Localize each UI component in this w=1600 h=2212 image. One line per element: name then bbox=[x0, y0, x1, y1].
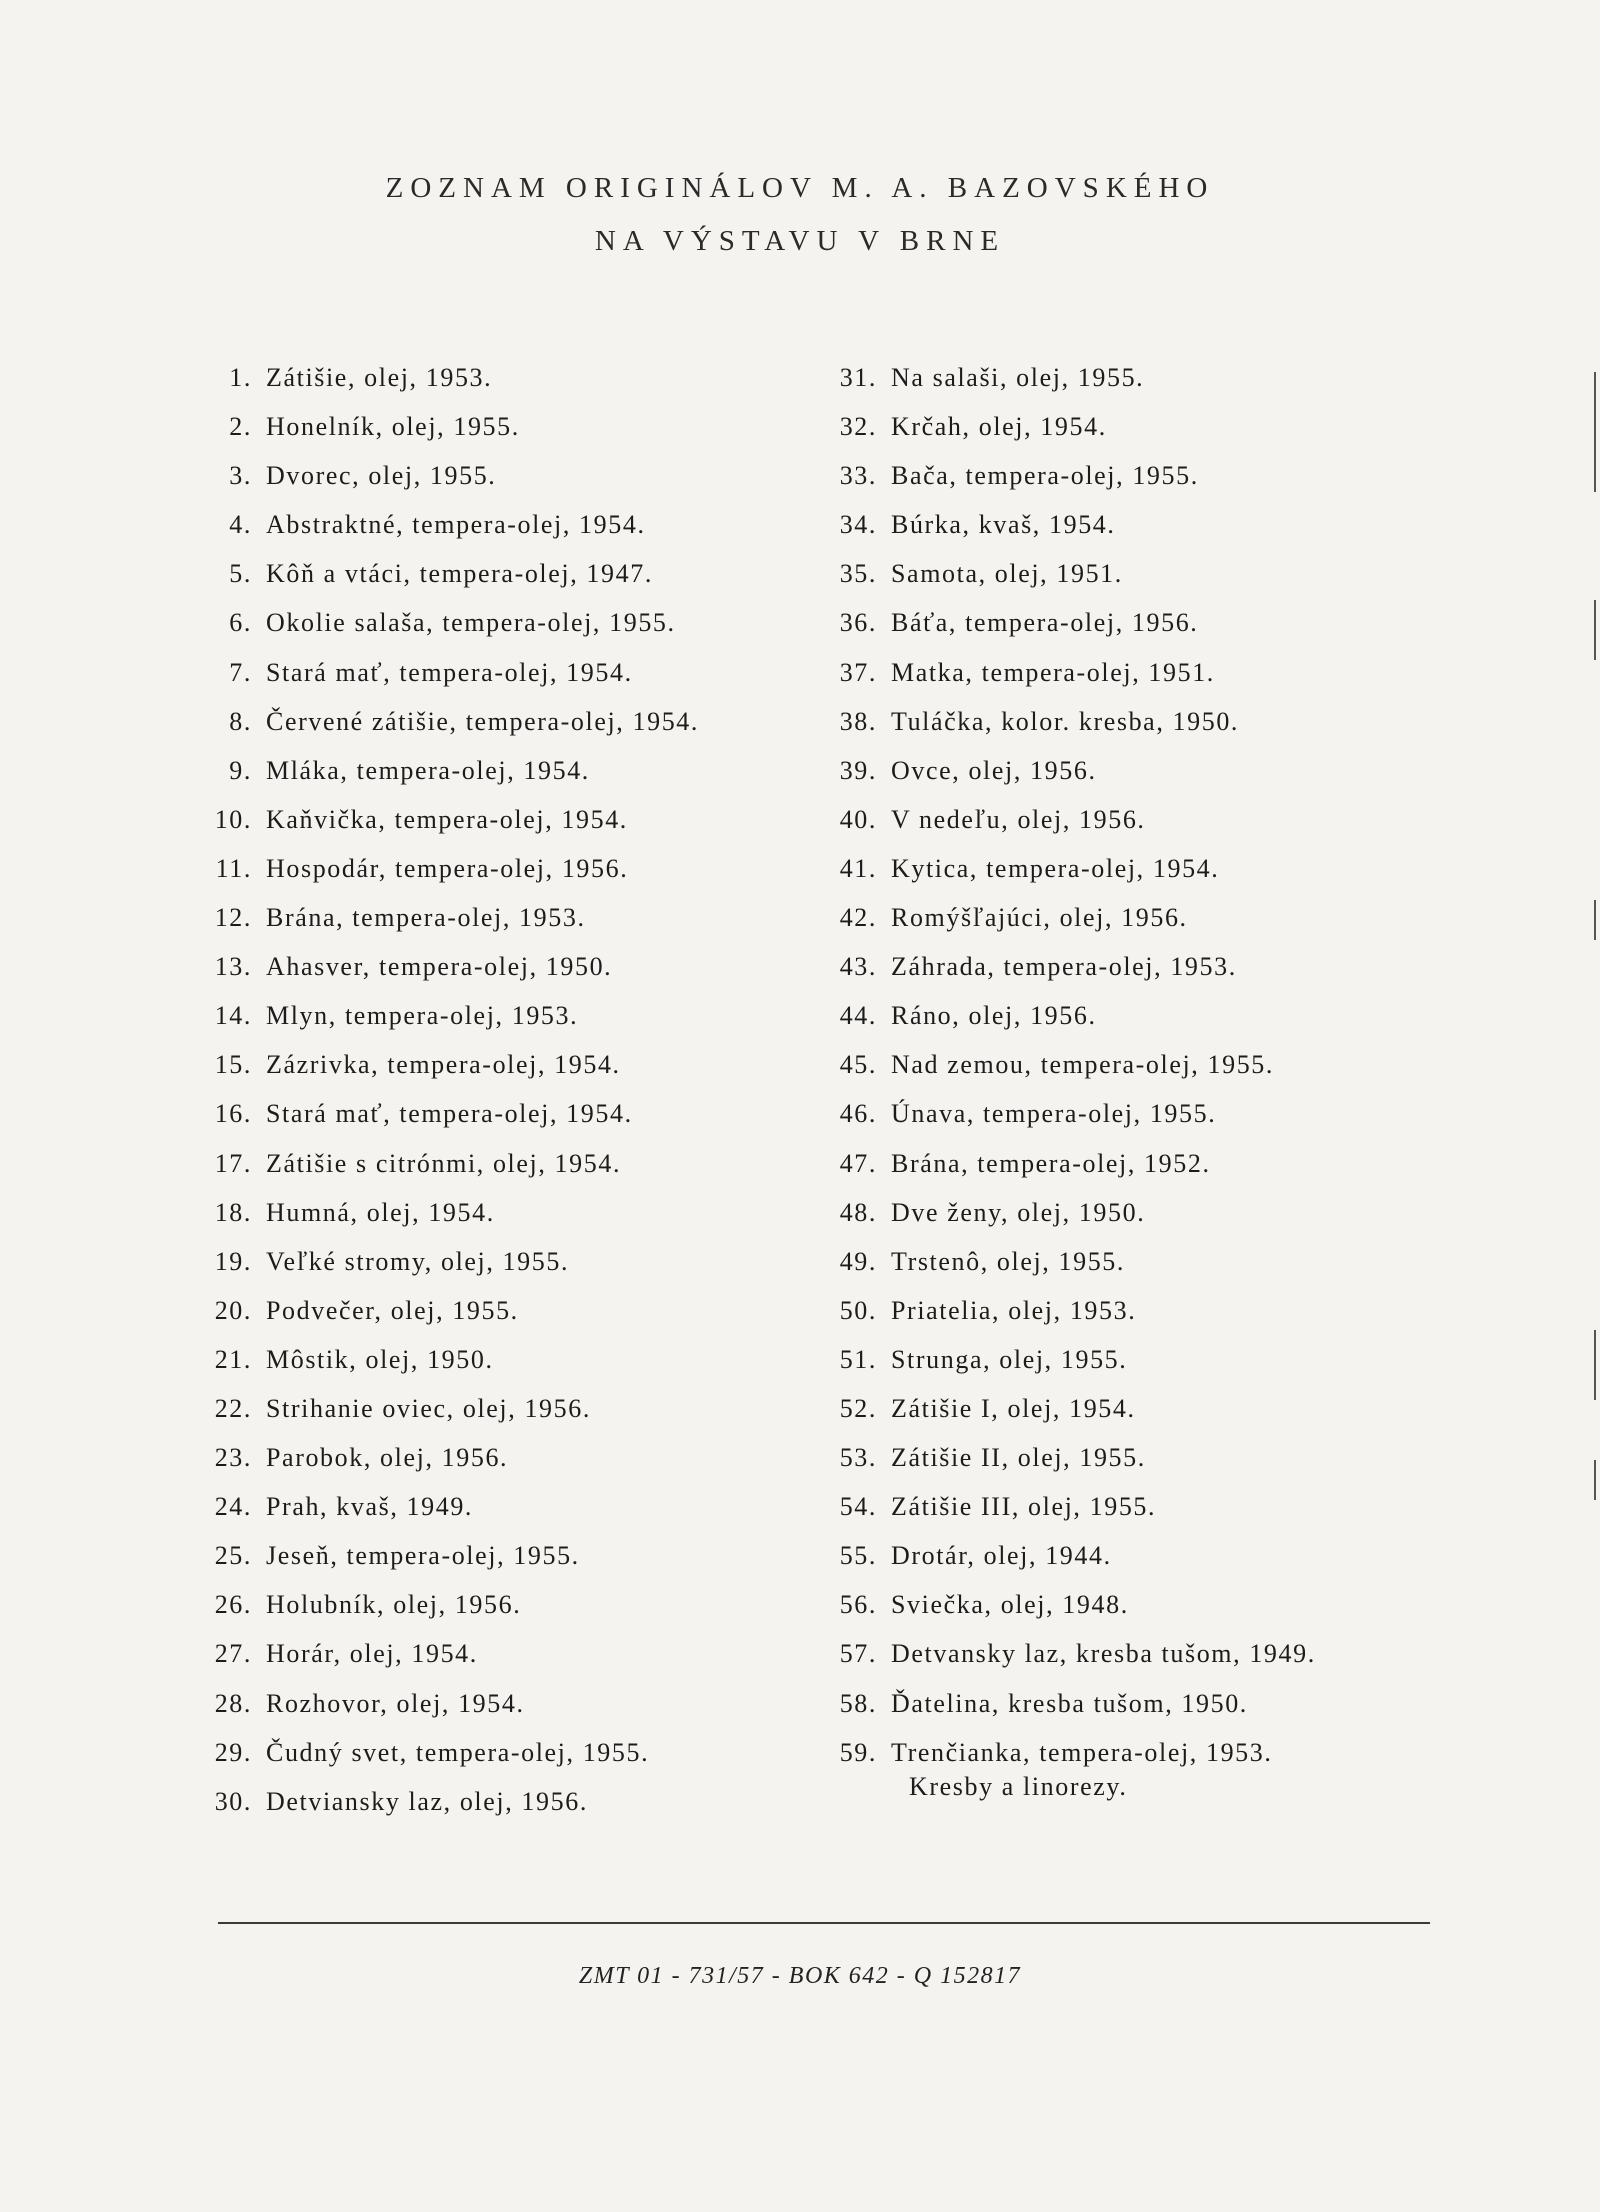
item-number: 42. bbox=[839, 903, 877, 933]
scan-edge-mark bbox=[1594, 372, 1596, 492]
item-text: Krčah, olej, 1954. bbox=[891, 412, 1107, 442]
list-item bbox=[200, 849, 840, 898]
list-item bbox=[835, 456, 1455, 505]
item-number: 20. bbox=[214, 1295, 252, 1325]
item-number: 55. bbox=[839, 1541, 877, 1571]
item-number: 50. bbox=[839, 1295, 877, 1325]
item-text: Horár, olej, 1954. bbox=[266, 1639, 478, 1669]
scan-edge-mark bbox=[1594, 600, 1596, 660]
item-number: 22. bbox=[214, 1393, 252, 1423]
list-item bbox=[835, 1193, 1455, 1242]
item-text: Bača, tempera-olej, 1955. bbox=[891, 461, 1199, 491]
list-item bbox=[835, 1242, 1455, 1291]
item-text: Zátišie III, olej, 1955. bbox=[891, 1492, 1157, 1522]
works-list-left-column bbox=[200, 358, 840, 1831]
list-item bbox=[200, 1144, 840, 1193]
list-item bbox=[835, 1389, 1455, 1438]
item-number: 47. bbox=[839, 1148, 877, 1178]
list-item bbox=[200, 1733, 840, 1782]
item-text: Kaňvička, tempera-olej, 1954. bbox=[266, 804, 628, 834]
item-text: Ovce, olej, 1956. bbox=[891, 755, 1097, 785]
scan-edge-mark bbox=[1594, 1460, 1596, 1500]
list-item bbox=[835, 1094, 1455, 1143]
item-text: Honelník, olej, 1955. bbox=[266, 412, 520, 442]
item-number: 31. bbox=[839, 363, 877, 392]
item-text: Parobok, olej, 1956. bbox=[266, 1443, 509, 1473]
list-item bbox=[835, 1585, 1455, 1634]
list-item bbox=[200, 1389, 840, 1438]
item-number: 57. bbox=[839, 1639, 877, 1669]
list-item bbox=[200, 1487, 840, 1536]
item-number: 11. bbox=[215, 853, 252, 883]
item-text: Strunga, olej, 1955. bbox=[891, 1344, 1128, 1374]
list-item bbox=[835, 1438, 1455, 1487]
item-text: Rozhovor, olej, 1954. bbox=[266, 1688, 525, 1718]
list-item bbox=[200, 1045, 840, 1094]
item-text: Ahasver, tempera-olej, 1950. bbox=[266, 952, 613, 982]
item-text: Červené zátišie, tempera-olej, 1954. bbox=[266, 706, 700, 736]
item-text: Trstenô, olej, 1955. bbox=[891, 1246, 1125, 1276]
item-number: 32. bbox=[839, 412, 877, 442]
item-number: 27. bbox=[214, 1639, 252, 1669]
list-item bbox=[200, 1193, 840, 1242]
item-text: Dvorec, olej, 1955. bbox=[266, 461, 497, 491]
item-number: 15. bbox=[214, 1050, 252, 1080]
item-number: 59. bbox=[839, 1737, 877, 1767]
list-item bbox=[200, 1291, 840, 1340]
list-item bbox=[835, 800, 1455, 849]
scan-edge-mark bbox=[1594, 1330, 1596, 1400]
item-text: Drotár, olej, 1944. bbox=[891, 1541, 1112, 1571]
works-list-right-column bbox=[835, 358, 1455, 1782]
item-number: 54. bbox=[839, 1492, 877, 1522]
item-text: Nad zemou, tempera-olej, 1955. bbox=[891, 1050, 1274, 1080]
list-item bbox=[835, 947, 1455, 996]
item-text: Stará mať, tempera-olej, 1954. bbox=[266, 657, 633, 687]
item-number: 13. bbox=[214, 952, 252, 982]
item-text: V nedeľu, olej, 1956. bbox=[891, 804, 1146, 834]
page-title-line-2: NA VÝSTAVU V BRNE bbox=[594, 225, 1006, 257]
list-item bbox=[200, 456, 840, 505]
item-text: Samota, olej, 1951. bbox=[891, 559, 1123, 589]
item-number: 38. bbox=[839, 706, 877, 736]
footer-divider bbox=[218, 1922, 1430, 1924]
list-item bbox=[835, 1144, 1455, 1193]
item-text: Zázrivka, tempera-olej, 1954. bbox=[266, 1050, 621, 1080]
item-text: Strihanie oviec, olej, 1956. bbox=[266, 1393, 591, 1423]
item-text: Jeseň, tempera-olej, 1955. bbox=[266, 1541, 580, 1571]
list-item bbox=[200, 1684, 840, 1733]
list-item bbox=[200, 505, 840, 554]
item-number: 41. bbox=[839, 853, 877, 883]
item-number: 1. bbox=[229, 363, 252, 392]
item-text: Čudný svet, tempera-olej, 1955. bbox=[266, 1737, 650, 1767]
item-number: 56. bbox=[839, 1590, 877, 1620]
list-item bbox=[835, 603, 1455, 652]
list-item bbox=[200, 1585, 840, 1634]
drawings-note: Kresby a linorezy. bbox=[909, 1772, 1128, 1801]
list-item bbox=[200, 898, 840, 947]
item-text: Matka, tempera-olej, 1951. bbox=[891, 657, 1215, 687]
item-text: Romýšľajúci, olej, 1956. bbox=[891, 903, 1188, 933]
item-text: Únava, tempera-olej, 1955. bbox=[891, 1099, 1217, 1129]
item-number: 45. bbox=[839, 1050, 877, 1080]
item-text: Kôň a vtáci, tempera-olej, 1947. bbox=[266, 559, 653, 589]
item-number: 26. bbox=[214, 1590, 252, 1620]
list-item bbox=[835, 1634, 1455, 1683]
item-text: Ďatelina, kresba tušom, 1950. bbox=[891, 1688, 1248, 1718]
item-number: 25. bbox=[214, 1541, 252, 1571]
item-number: 34. bbox=[839, 510, 877, 540]
list-item bbox=[835, 653, 1455, 702]
item-number: 30. bbox=[214, 1786, 252, 1816]
page-title-line-1: ZOZNAM ORIGINÁLOV M. A. BAZOVSKÉHO bbox=[385, 172, 1215, 204]
item-text: Búrka, kvaš, 1954. bbox=[891, 510, 1116, 540]
item-number: 40. bbox=[839, 804, 877, 834]
item-text: Priatelia, olej, 1953. bbox=[891, 1295, 1137, 1325]
item-text: Báťa, tempera-olej, 1956. bbox=[891, 608, 1199, 638]
item-text: Holubník, olej, 1956. bbox=[266, 1590, 522, 1620]
item-number: 58. bbox=[839, 1688, 877, 1718]
list-item bbox=[835, 996, 1455, 1045]
item-number: 53. bbox=[839, 1443, 877, 1473]
item-text: Zátišie II, olej, 1955. bbox=[891, 1443, 1146, 1473]
item-number: 43. bbox=[839, 952, 877, 982]
list-item bbox=[200, 1438, 840, 1487]
item-text: Tuláčka, kolor. kresba, 1950. bbox=[891, 706, 1240, 736]
item-text: Kytica, tempera-olej, 1954. bbox=[891, 853, 1220, 883]
item-number: 5. bbox=[229, 559, 252, 589]
list-item bbox=[200, 1536, 840, 1585]
item-text: Trenčianka, tempera-olej, 1953. bbox=[891, 1737, 1273, 1767]
list-item bbox=[200, 702, 840, 751]
item-number: 16. bbox=[214, 1099, 252, 1129]
item-text: Okolie salaša, tempera-olej, 1955. bbox=[266, 608, 676, 638]
item-text: Detviansky laz, olej, 1956. bbox=[266, 1786, 588, 1816]
list-item bbox=[200, 947, 840, 996]
item-text: Zátišie I, olej, 1954. bbox=[891, 1393, 1136, 1423]
list-item bbox=[200, 407, 840, 456]
item-text: Mláka, tempera-olej, 1954. bbox=[266, 755, 590, 785]
item-text: Podvečer, olej, 1955. bbox=[266, 1295, 519, 1325]
item-text: Detvansky laz, kresba tušom, 1949. bbox=[891, 1639, 1316, 1669]
list-item bbox=[835, 702, 1455, 751]
list-item bbox=[835, 358, 1455, 407]
print-code-footer: ZMT 01 - 731/57 - BOK 642 - Q 152817 bbox=[578, 1963, 1022, 1989]
item-text: Humná, olej, 1954. bbox=[266, 1197, 495, 1227]
item-number: 46. bbox=[839, 1099, 877, 1129]
item-number: 49. bbox=[839, 1246, 877, 1276]
list-item bbox=[200, 554, 840, 603]
item-number: 17. bbox=[214, 1148, 252, 1178]
item-number: 8. bbox=[229, 706, 252, 736]
item-text: Zátišie s citrónmi, olej, 1954. bbox=[266, 1148, 622, 1178]
item-number: 51. bbox=[839, 1344, 877, 1374]
item-number: 29. bbox=[214, 1737, 252, 1767]
item-number: 37. bbox=[839, 657, 877, 687]
item-number: 35. bbox=[839, 559, 877, 589]
list-item bbox=[200, 1634, 840, 1683]
list-item bbox=[200, 1094, 840, 1143]
item-number: 33. bbox=[839, 461, 877, 491]
item-text: Prah, kvaš, 1949. bbox=[266, 1492, 474, 1522]
item-number: 24. bbox=[214, 1492, 252, 1522]
list-item bbox=[835, 1291, 1455, 1340]
item-text: Zátišie, olej, 1953. bbox=[266, 363, 493, 392]
item-text: Stará mať, tempera-olej, 1954. bbox=[266, 1099, 633, 1129]
list-item bbox=[200, 800, 840, 849]
item-text: Môstik, olej, 1950. bbox=[266, 1344, 494, 1374]
item-number: 9. bbox=[229, 755, 252, 785]
item-number: 36. bbox=[839, 608, 877, 638]
list-item bbox=[835, 849, 1455, 898]
scan-edge-mark bbox=[1594, 900, 1596, 940]
item-text: Hospodár, tempera-olej, 1956. bbox=[266, 853, 629, 883]
list-item bbox=[835, 1340, 1455, 1389]
list-item bbox=[200, 1242, 840, 1291]
list-item bbox=[835, 1045, 1455, 1094]
list-item bbox=[200, 996, 840, 1045]
list-item bbox=[835, 751, 1455, 800]
item-number: 14. bbox=[214, 1001, 252, 1031]
list-item bbox=[200, 1782, 840, 1831]
item-number: 39. bbox=[839, 755, 877, 785]
item-text: Dve ženy, olej, 1950. bbox=[891, 1197, 1146, 1227]
list-item bbox=[835, 1487, 1455, 1536]
list-item bbox=[835, 898, 1455, 947]
list-item bbox=[200, 603, 840, 652]
item-text: Ráno, olej, 1956. bbox=[891, 1001, 1097, 1031]
item-number: 23. bbox=[214, 1443, 252, 1473]
item-number: 2. bbox=[229, 412, 252, 442]
item-text: Sviečka, olej, 1948. bbox=[891, 1590, 1129, 1620]
item-number: 3. bbox=[229, 461, 252, 491]
list-item bbox=[200, 751, 840, 800]
list-item bbox=[835, 407, 1455, 456]
item-number: 6. bbox=[229, 608, 252, 638]
list-item bbox=[835, 1536, 1455, 1585]
list-item bbox=[835, 505, 1455, 554]
item-text: Brána, tempera-olej, 1952. bbox=[891, 1148, 1211, 1178]
item-number: 7. bbox=[229, 657, 252, 687]
list-item bbox=[200, 653, 840, 702]
item-number: 21. bbox=[214, 1344, 252, 1374]
item-text: Veľké stromy, olej, 1955. bbox=[266, 1246, 570, 1276]
list-item bbox=[200, 1340, 840, 1389]
list-item bbox=[835, 1684, 1455, 1733]
item-number: 48. bbox=[839, 1197, 877, 1227]
item-text: Záhrada, tempera-olej, 1953. bbox=[891, 952, 1237, 982]
item-text: Brána, tempera-olej, 1953. bbox=[266, 903, 586, 933]
item-number: 52. bbox=[839, 1393, 877, 1423]
item-text: Na salaši, olej, 1955. bbox=[891, 363, 1145, 392]
item-number: 4. bbox=[229, 510, 252, 540]
item-number: 28. bbox=[214, 1688, 252, 1718]
item-number: 10. bbox=[214, 804, 252, 834]
item-number: 12. bbox=[214, 903, 252, 933]
list-item bbox=[835, 554, 1455, 603]
item-number: 18. bbox=[214, 1197, 252, 1227]
item-number: 19. bbox=[214, 1246, 252, 1276]
list-item bbox=[200, 358, 840, 407]
item-number: 44. bbox=[839, 1001, 877, 1031]
item-text: Abstraktné, tempera-olej, 1954. bbox=[266, 510, 646, 540]
item-text: Mlyn, tempera-olej, 1953. bbox=[266, 1001, 579, 1031]
